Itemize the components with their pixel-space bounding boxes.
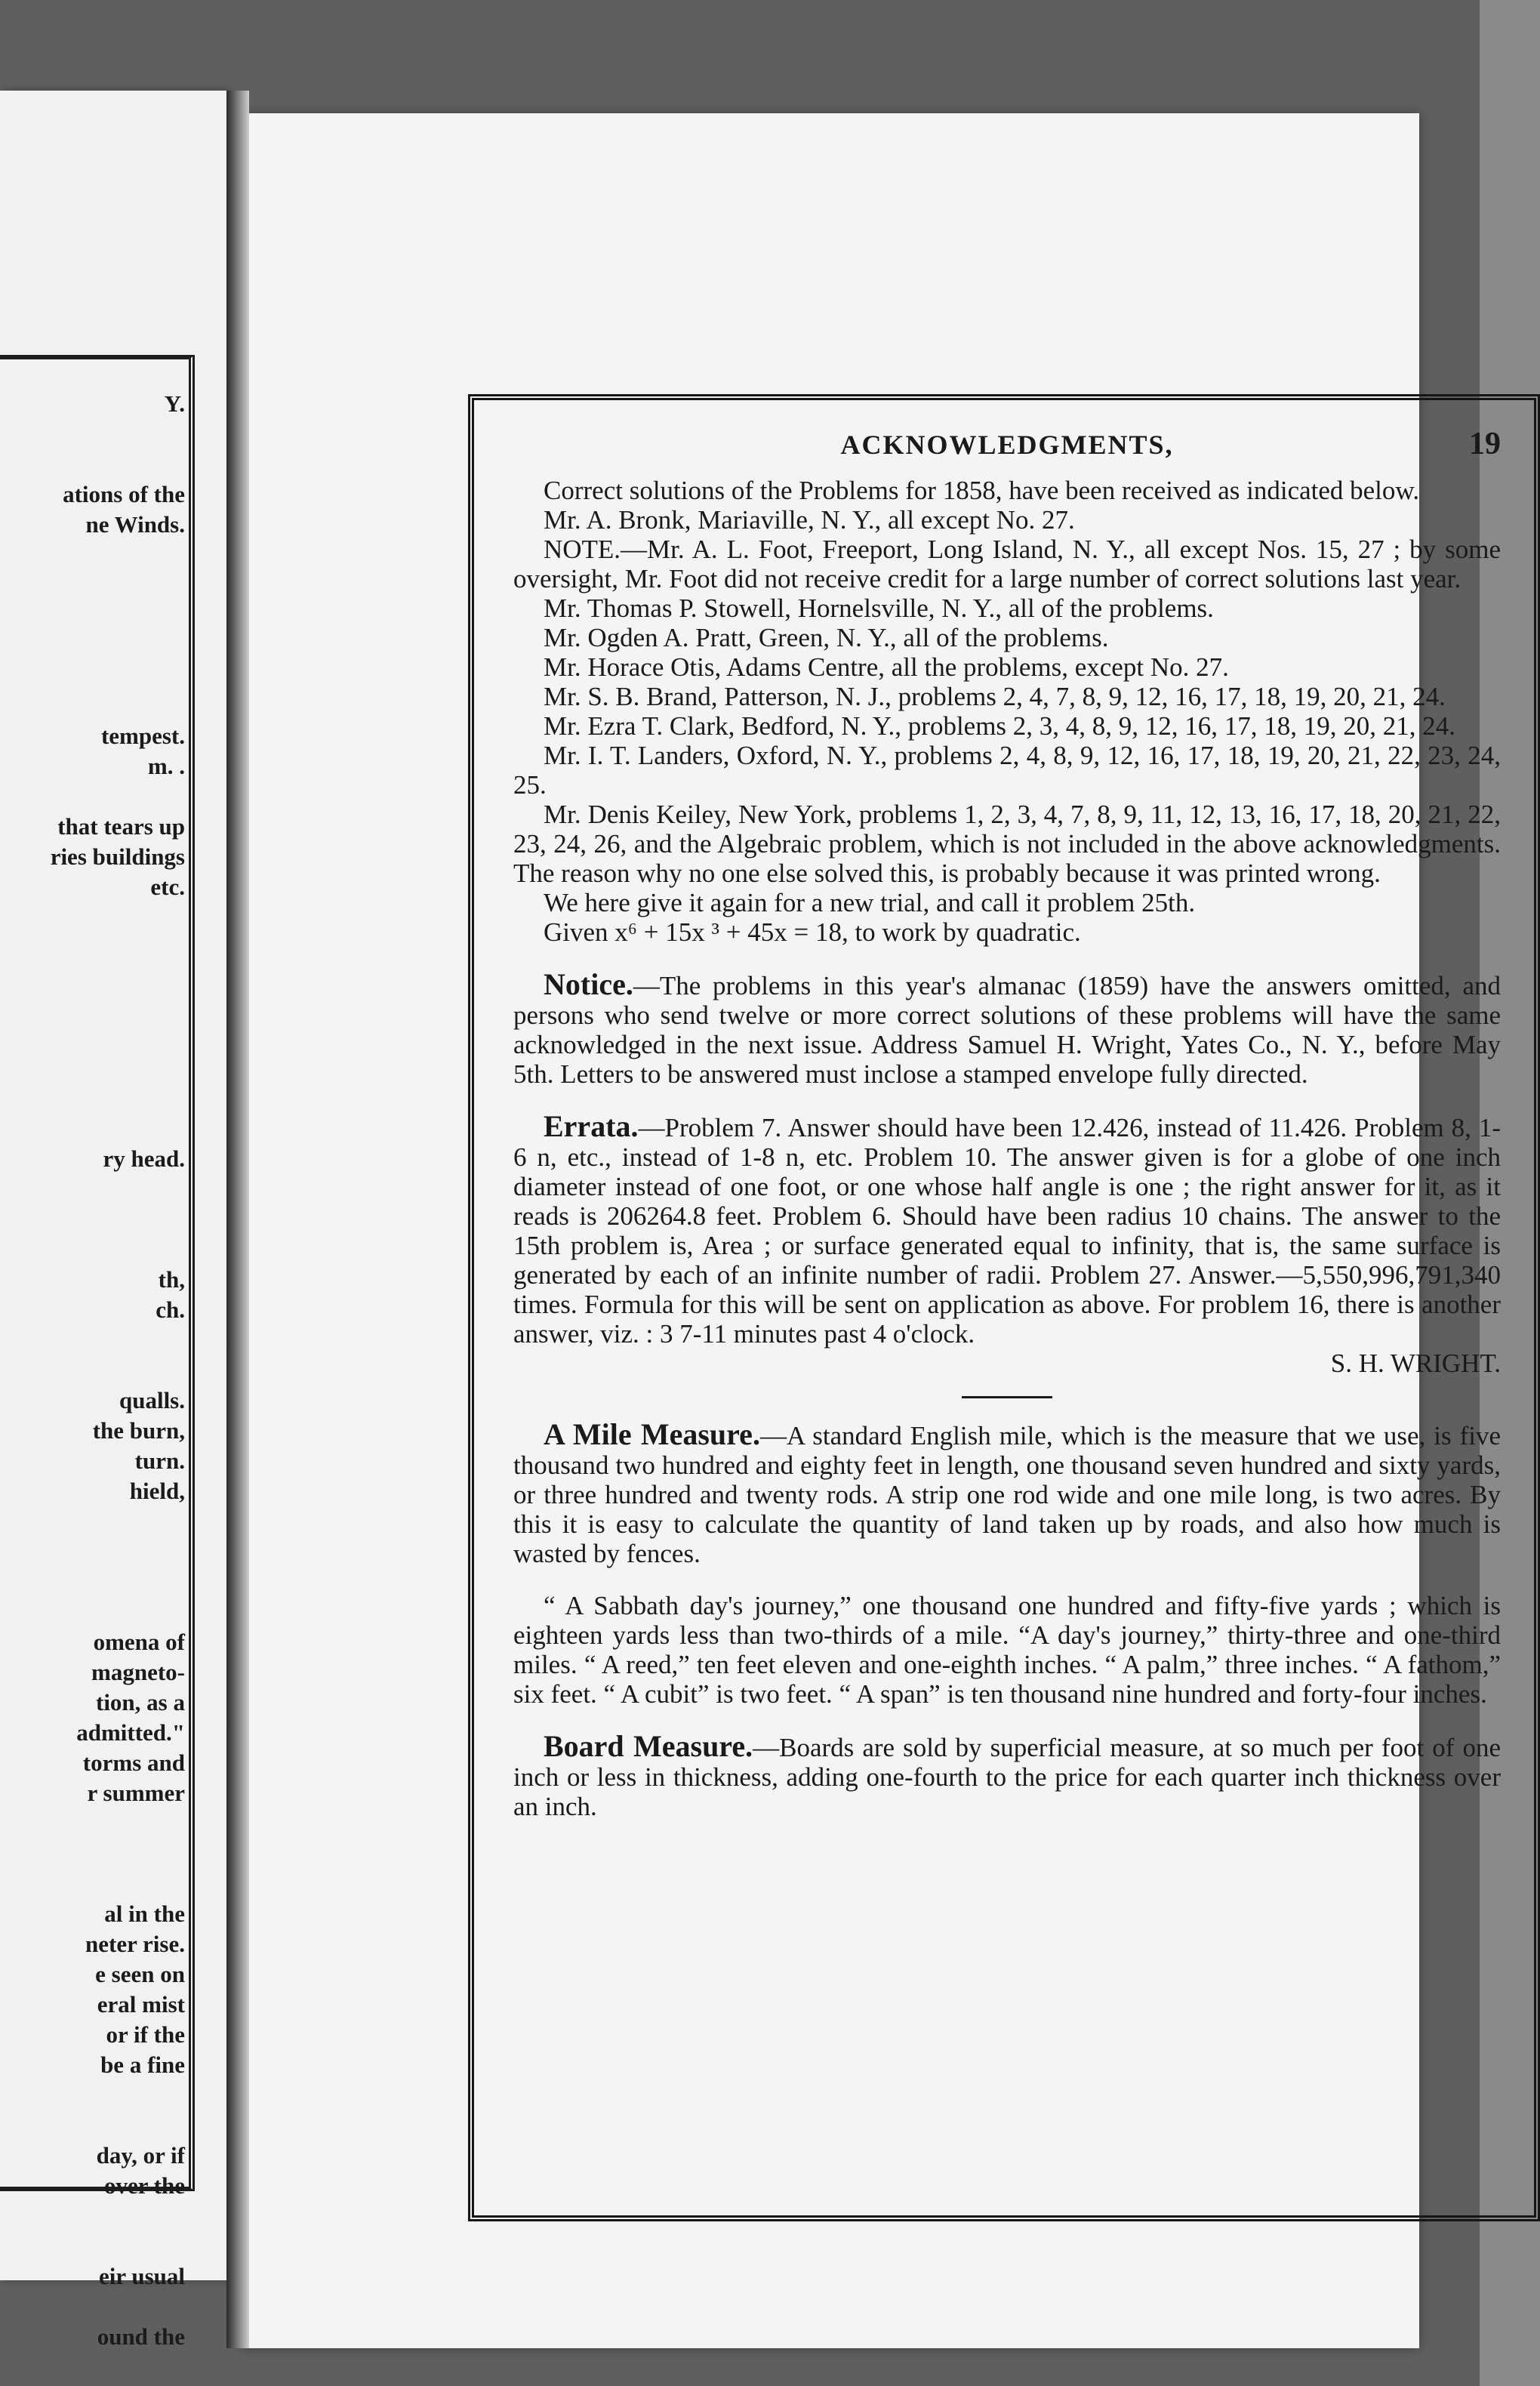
ack-intro: Correct solutions of the Problems for 1858, have been received as indicated below. bbox=[544, 476, 1420, 505]
previous-page-line bbox=[0, 1023, 185, 1053]
previous-page-line bbox=[0, 419, 185, 449]
previous-page-line: ry head. bbox=[103, 1145, 185, 1172]
ack-entry: Mr. Horace Otis, Adams Centre, all the problems, except No. 27. bbox=[544, 652, 1229, 682]
ack-entry: We here give it again for a new trial, and call it problem 25th. bbox=[544, 888, 1196, 917]
previous-page-line bbox=[0, 1506, 185, 1537]
board-paragraph bbox=[513, 1731, 1501, 1821]
notice-body: —The problems in this year's almanac (1859) have the answers omitted, and persons who send twelve or more correct solutions of these problems will have the same acknowledged in the next issue. Address Samuel H. Wright, Yates Co., N. Y., before May 5th. Letters to be answered must inclose a stamped envelope fully directed. bbox=[513, 971, 1501, 1089]
previous-page-line: omena of bbox=[93, 1629, 185, 1655]
previous-page-line bbox=[0, 2110, 185, 2141]
previous-page-line: th, bbox=[158, 1266, 185, 1293]
previous-page-line bbox=[0, 1325, 185, 1355]
previous-page-line: al in the bbox=[104, 1900, 185, 1927]
previous-page-line bbox=[0, 1567, 185, 1597]
previous-page-line bbox=[0, 1235, 185, 1265]
notice-heading: Notice. bbox=[544, 967, 633, 1001]
previous-page-line: qualls. bbox=[119, 1387, 185, 1413]
previous-page-line: the burn, bbox=[92, 1417, 185, 1444]
previous-page-line bbox=[0, 1355, 185, 1386]
previous-page-text bbox=[0, 389, 185, 2352]
previous-page-line bbox=[0, 1537, 185, 1567]
ack-entry: Mr. Denis Keiley, New York, problems 1, 2, 3, 4, 7, 8, 9, 11, 12, 13, 16, 17, 18, 20, 21, 22, 23, 24, 26, and the Algebraic problem, which is not included in the above acknowledgments. The reason why no one else solved this, is probably because it was printed wrong. bbox=[513, 800, 1501, 888]
notice-paragraph bbox=[513, 967, 1501, 1089]
previous-page-line bbox=[0, 1597, 185, 1627]
previous-page-line: turn. bbox=[134, 1447, 185, 1474]
previous-page-line bbox=[0, 630, 185, 661]
page-title: ACKNOWLEDGMENTS, bbox=[840, 430, 1174, 460]
ack-entry: Mr. S. B. Brand, Patterson, N. J., problems 2, 4, 7, 8, 9, 12, 16, 17, 18, 19, 20, 21, 24. bbox=[544, 682, 1446, 711]
current-page bbox=[242, 113, 1501, 2348]
previous-page-line: be a fine bbox=[100, 2052, 185, 2078]
previous-page-line: admitted." bbox=[76, 1719, 185, 1746]
page-number: 19 bbox=[1469, 427, 1501, 461]
ack-entry: Mr. Ezra T. Clark, Bedford, N. Y., problems 2, 3, 4, 8, 9, 12, 16, 17, 18, 19, 20, 21, 24. bbox=[544, 711, 1456, 741]
previous-page-line: r summer bbox=[87, 1780, 185, 1806]
previous-page-line: ations of the bbox=[63, 481, 185, 507]
previous-page-line: magneto- bbox=[91, 1659, 185, 1685]
previous-page-line bbox=[0, 933, 185, 963]
previous-page-line: ound the bbox=[97, 2323, 185, 2350]
page-body bbox=[513, 476, 1501, 1821]
previous-page-line bbox=[0, 2080, 185, 2110]
mile-body: —A standard English mile, which is the measure that we use, is five thousand two hundred and eighty feet in length, one thousand seven hundred and sixty yards, or three hundred and twenty rods. A strip one rod wide and one mile long, is two acres. By this it is easy to calculate the quantity of land taken up by roads, and also how much is wasted by fences. bbox=[513, 1421, 1501, 1568]
previous-page-line bbox=[0, 691, 185, 721]
previous-page-line: eral mist bbox=[97, 1991, 185, 2018]
previous-page-line bbox=[0, 449, 185, 479]
previous-page-line: hield, bbox=[129, 1478, 185, 1504]
ack-entry: Mr. I. T. Landers, Oxford, N. Y., problems 2, 4, 8, 9, 12, 16, 17, 18, 19, 20, 21, 22, 23, 24, 25. bbox=[513, 741, 1501, 800]
errata-paragraph bbox=[513, 1111, 1501, 1349]
previous-page-line bbox=[0, 902, 185, 933]
previous-page bbox=[0, 91, 226, 2350]
previous-page-line bbox=[0, 1174, 185, 1204]
page-border bbox=[468, 394, 1540, 2221]
previous-page-line: ries buildings bbox=[50, 843, 185, 870]
previous-page-line: m. . bbox=[147, 753, 185, 779]
previous-page-line bbox=[0, 1839, 185, 1869]
mile-paragraph bbox=[513, 1417, 1501, 1568]
previous-page-line bbox=[0, 1808, 185, 1839]
board-body: —Boards are sold by superficial measure, at so much per foot of one inch or less in thickness, adding one-fourth to the price for each quarter inch thickness over an inch. bbox=[513, 1733, 1501, 1821]
previous-page-line: ch. bbox=[156, 1296, 185, 1323]
ack-entry: Mr. A. Bronk, Mariaville, N. Y., all except No. 27. bbox=[544, 505, 1075, 535]
previous-page-line bbox=[0, 1053, 185, 1084]
previous-page-line bbox=[0, 993, 185, 1023]
section-divider bbox=[962, 1396, 1052, 1398]
ack-entry: Mr. Thomas P. Stowell, Hornelsville, N. Y., all of the problems. bbox=[544, 593, 1214, 623]
previous-page-line bbox=[0, 781, 185, 812]
previous-page-line: that tears up bbox=[57, 813, 185, 840]
page-header bbox=[513, 429, 1501, 468]
previous-page-line: torms and bbox=[82, 1749, 185, 1776]
errata-signature: S. H. WRIGHT. bbox=[1330, 1349, 1501, 1378]
equation: Given x⁶ + 15x ³ + 45x = 18, to work by quadratic. bbox=[544, 917, 1081, 947]
previous-page-line bbox=[0, 661, 185, 691]
previous-page-line bbox=[0, 540, 185, 570]
errata-heading: Errata. bbox=[544, 1109, 639, 1143]
previous-page-line: e seen on bbox=[95, 1961, 185, 1987]
previous-page-line: neter rise. bbox=[85, 1931, 185, 1957]
previous-page-line bbox=[0, 570, 185, 600]
previous-page-line: tion, as a bbox=[96, 1689, 185, 1716]
board-heading: Board Measure. bbox=[544, 1729, 753, 1763]
previous-page-line: over the bbox=[103, 2172, 185, 2199]
ack-entry: NOTE.—Mr. A. L. Foot, Freeport, Long Island, N. Y., all except Nos. 15, 27 ; by some oversight, Mr. Foot did not receive credit for a large number of correct solutions last year. bbox=[513, 535, 1501, 593]
previous-page-line bbox=[0, 1114, 185, 1144]
previous-page-line: Y. bbox=[164, 390, 185, 417]
previous-page-line: or if the bbox=[106, 2021, 185, 2048]
previous-page-line bbox=[0, 1869, 185, 1899]
previous-page-line bbox=[0, 2292, 185, 2322]
previous-page-line: day, or if bbox=[96, 2142, 185, 2169]
errata-body: —Problem 7. Answer should have been 12.426, instead of 11.426. Problem 8, 1-6 n, etc., instead of 1-8 n, etc. Problem 10. The answer given is for a globe of one inch diameter instead of one foot, or one whose half angle is one ; the right answer for it, as it reads is 206264.8 feet. Problem 6. Should have been radius 10 chains. The answer to the 15th problem is, Area ; or surface generated equal to infinity, that is, the same surface is generated by each of an infinite number of radii. Problem 27. Answer.—5,550,996,791,340 times. Formula for this will be sent on application as above. For problem 16, there is another answer, viz. : 3 7-11 minutes past 4 o'clock. bbox=[513, 1113, 1501, 1349]
book-spine bbox=[226, 91, 249, 2348]
previous-page-line bbox=[0, 1204, 185, 1235]
previous-page-line: etc. bbox=[150, 874, 185, 900]
previous-page-line bbox=[0, 2231, 185, 2261]
ack-entry: Mr. Ogden A. Pratt, Green, N. Y., all of the problems. bbox=[544, 623, 1109, 652]
previous-page-line bbox=[0, 2201, 185, 2231]
mile-heading: A Mile Measure. bbox=[544, 1417, 760, 1451]
previous-page-line: eir usual bbox=[99, 2263, 185, 2289]
previous-page-line bbox=[0, 963, 185, 993]
previous-page-line bbox=[0, 1084, 185, 1114]
previous-page-line: ne Winds. bbox=[85, 511, 185, 538]
previous-page-line: tempest. bbox=[100, 723, 185, 749]
previous-page-line bbox=[0, 600, 185, 630]
mile-paragraph-2: “ A Sabbath day's journey,” one thousand one hundred and fifty-five yards ; which is eighteen yards less than two-thirds of a mile. “A day's journey,” thirty-three and one-third miles. “ A reed,” ten feet eleven and one-eighth inches. “ A palm,” three inches. “ A fathom,” six feet. “ A cubit” is two feet. “ A span” is ten thousand nine hundred and forty-four inches. bbox=[513, 1591, 1501, 1709]
